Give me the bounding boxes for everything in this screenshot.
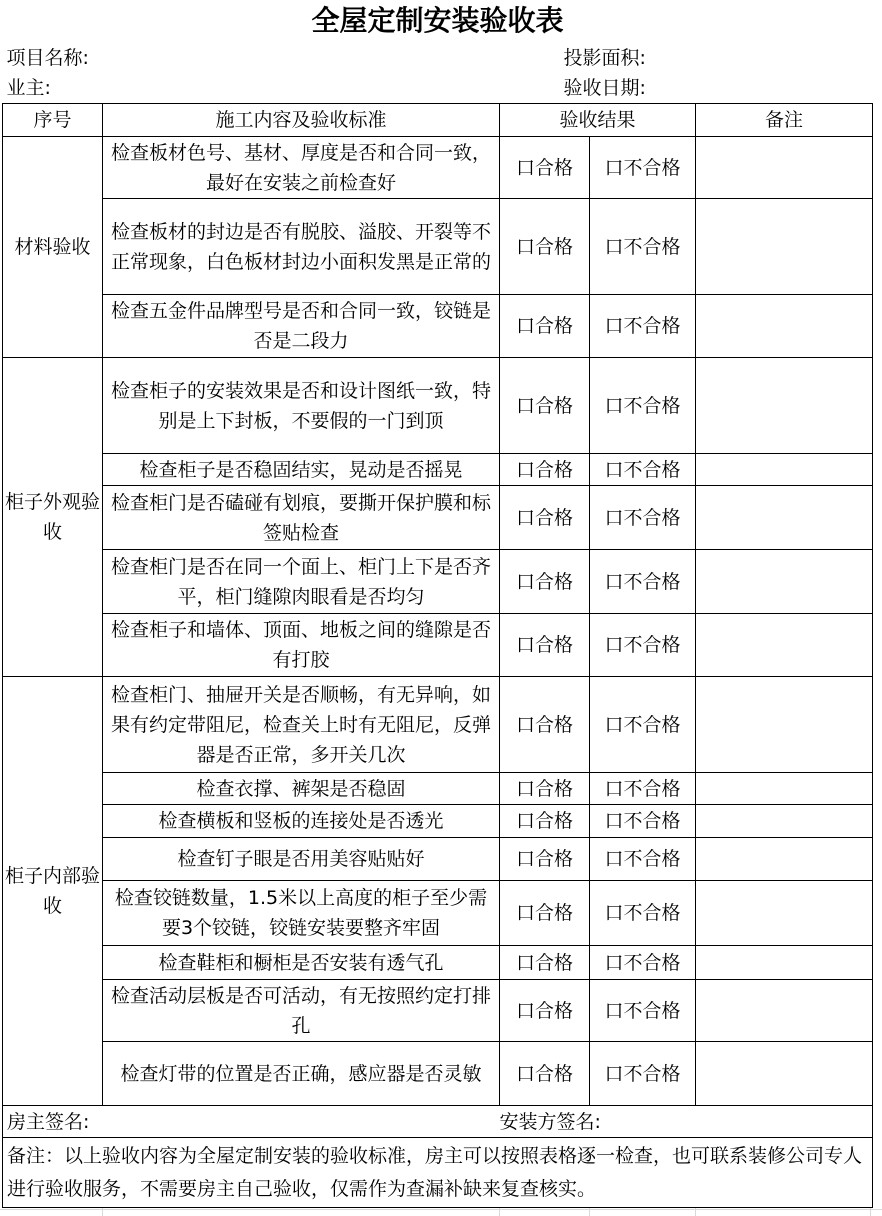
table-row — [3, 838, 873, 881]
project-name-label: 项目名称: — [6, 46, 89, 69]
inspection-item: 检查柜子是否稳固结实，晃动是否摇晃 — [103, 454, 500, 486]
pass-checkbox[interactable]: 口合格 — [500, 199, 590, 295]
inspection-item: 检查活动层板是否可活动，有无按照约定打排孔 — [103, 980, 500, 1042]
table-row — [3, 454, 873, 486]
fail-checkbox[interactable]: 口不合格 — [590, 677, 696, 773]
remark-cell[interactable] — [696, 805, 873, 838]
inspection-item: 检查横板和竖板的连接处是否透光 — [103, 805, 500, 838]
category-cell: 柜子内部验收 — [3, 677, 103, 1106]
fail-checkbox[interactable]: 口不合格 — [590, 881, 696, 946]
pass-checkbox[interactable]: 口合格 — [500, 677, 590, 773]
pass-checkbox[interactable]: 口合格 — [500, 805, 590, 838]
header-content: 施工内容及验收标准 — [103, 104, 500, 137]
fail-checkbox[interactable]: 口不合格 — [590, 805, 696, 838]
fail-checkbox[interactable]: 口不合格 — [590, 614, 696, 677]
remark-cell[interactable] — [696, 137, 873, 199]
table-row — [3, 946, 873, 980]
pass-checkbox[interactable]: 口合格 — [500, 454, 590, 486]
remark-cell[interactable] — [696, 881, 873, 946]
inspection-item: 检查钉子眼是否用美容贴贴好 — [103, 838, 500, 881]
remark-cell[interactable] — [696, 454, 873, 486]
remark-cell[interactable] — [696, 199, 873, 295]
installer-signature-label: 安装方签名: — [500, 1106, 873, 1138]
remark-cell[interactable] — [696, 614, 873, 677]
remark-cell[interactable] — [696, 677, 873, 773]
fail-checkbox[interactable]: 口不合格 — [590, 295, 696, 358]
fail-checkbox[interactable]: 口不合格 — [590, 838, 696, 881]
inspection-item: 检查衣撑、裤架是否稳固 — [103, 773, 500, 805]
pass-checkbox[interactable]: 口合格 — [500, 773, 590, 805]
pass-checkbox[interactable]: 口合格 — [500, 550, 590, 614]
fail-checkbox[interactable]: 口不合格 — [590, 773, 696, 805]
fail-checkbox[interactable]: 口不合格 — [590, 1042, 696, 1106]
fail-checkbox[interactable]: 口不合格 — [590, 980, 696, 1042]
table-row — [3, 773, 873, 805]
table-row — [3, 358, 873, 454]
inspection-item: 检查柜门是否在同一个面上、柜门上下是否齐平，柜门缝隙肉眼看是否均匀 — [103, 550, 500, 614]
pass-checkbox[interactable]: 口合格 — [500, 614, 590, 677]
remark-cell[interactable] — [696, 358, 873, 454]
remark-cell[interactable] — [696, 773, 873, 805]
pass-checkbox[interactable]: 口合格 — [500, 980, 590, 1042]
header-result: 验收结果 — [500, 104, 696, 137]
inspection-item: 检查板材色号、基材、厚度是否和合同一致，最好在安装之前检查好 — [103, 137, 500, 199]
inspection-item: 检查板材的封边是否有脱胶、溢胶、开裂等不正常现象，白色板材封边小面积发黑是正常的 — [103, 199, 500, 295]
table-row — [3, 980, 873, 1042]
projected-area-label: 投影面积: — [563, 46, 646, 69]
fail-checkbox[interactable]: 口不合格 — [590, 550, 696, 614]
table-row — [3, 677, 873, 773]
table-row — [3, 881, 873, 946]
remark-cell[interactable] — [696, 946, 873, 980]
pass-checkbox[interactable]: 口合格 — [500, 137, 590, 199]
table-row — [3, 1042, 873, 1106]
inspection-item: 检查灯带的位置是否正确，感应器是否灵敏 — [103, 1042, 500, 1106]
pass-checkbox[interactable]: 口合格 — [500, 358, 590, 454]
owner-signature-label: 房主签名: — [3, 1106, 500, 1138]
remark-cell[interactable] — [696, 550, 873, 614]
table-row — [3, 550, 873, 614]
inspection-form-table — [2, 0, 873, 1208]
remark-cell[interactable] — [696, 980, 873, 1042]
inspection-item: 检查鞋柜和橱柜是否安装有透气孔 — [103, 946, 500, 980]
category-cell: 材料验收 — [3, 137, 103, 358]
category-cell: 柜子外观验收 — [3, 358, 103, 677]
table-row — [3, 199, 873, 295]
fail-checkbox[interactable]: 口不合格 — [590, 358, 696, 454]
inspection-item: 检查柜子和墙体、顶面、地板之间的缝隙是否有打胶 — [103, 614, 500, 677]
inspection-item: 检查铰链数量，1.5米以上高度的柜子至少需要3个铰链，铰链安装要整齐牢固 — [103, 881, 500, 946]
gridline — [0, 1209, 882, 1210]
inspection-item: 检查柜门是否磕碰有划痕，要撕开保护膜和标签贴检查 — [103, 486, 500, 550]
table-row — [3, 137, 873, 199]
header-seq: 序号 — [3, 104, 103, 137]
pass-checkbox[interactable]: 口合格 — [500, 946, 590, 980]
table-header-row — [3, 104, 873, 137]
table-row — [3, 614, 873, 677]
pass-checkbox[interactable]: 口合格 — [500, 295, 590, 358]
header-remark: 备注 — [696, 104, 873, 137]
inspection-item: 检查五金件品牌型号是否和合同一致，铰链是否是二段力 — [103, 295, 500, 358]
inspection-date-label: 验收日期: — [563, 77, 646, 99]
table-row — [3, 295, 873, 358]
remark-cell[interactable] — [696, 486, 873, 550]
pass-checkbox[interactable]: 口合格 — [500, 486, 590, 550]
fail-checkbox[interactable]: 口不合格 — [590, 454, 696, 486]
pass-checkbox[interactable]: 口合格 — [500, 838, 590, 881]
remark-cell[interactable] — [696, 295, 873, 358]
table-row — [3, 486, 873, 550]
remark-cell[interactable] — [696, 838, 873, 881]
footer-note: 备注：以上验收内容为全屋定制安装的验收标准，房主可以按照表格逐一检查，也可联系装修公司专人进行验收服务，不需要房主自己验收，仅需作为查漏补缺来复查核实。 — [3, 1138, 873, 1208]
form-title: 全屋定制安装验收表 — [311, 4, 564, 37]
fail-checkbox[interactable]: 口不合格 — [590, 486, 696, 550]
fail-checkbox[interactable]: 口不合格 — [590, 199, 696, 295]
remark-cell[interactable] — [696, 1042, 873, 1106]
inspection-item: 检查柜门、抽屉开关是否顺畅，有无异响，如果有约定带阻尼，检查关上时有无阻尼，反弹器是否正常，多开关几次 — [103, 677, 500, 773]
pass-checkbox[interactable]: 口合格 — [500, 1042, 590, 1106]
inspection-item: 检查柜子的安装效果是否和设计图纸一致，特别是上下封板，不要假的一门到顶 — [103, 358, 500, 454]
fail-checkbox[interactable]: 口不合格 — [590, 137, 696, 199]
table-row — [3, 805, 873, 838]
pass-checkbox[interactable]: 口合格 — [500, 881, 590, 946]
owner-label: 业主: — [6, 77, 51, 99]
fail-checkbox[interactable]: 口不合格 — [590, 946, 696, 980]
